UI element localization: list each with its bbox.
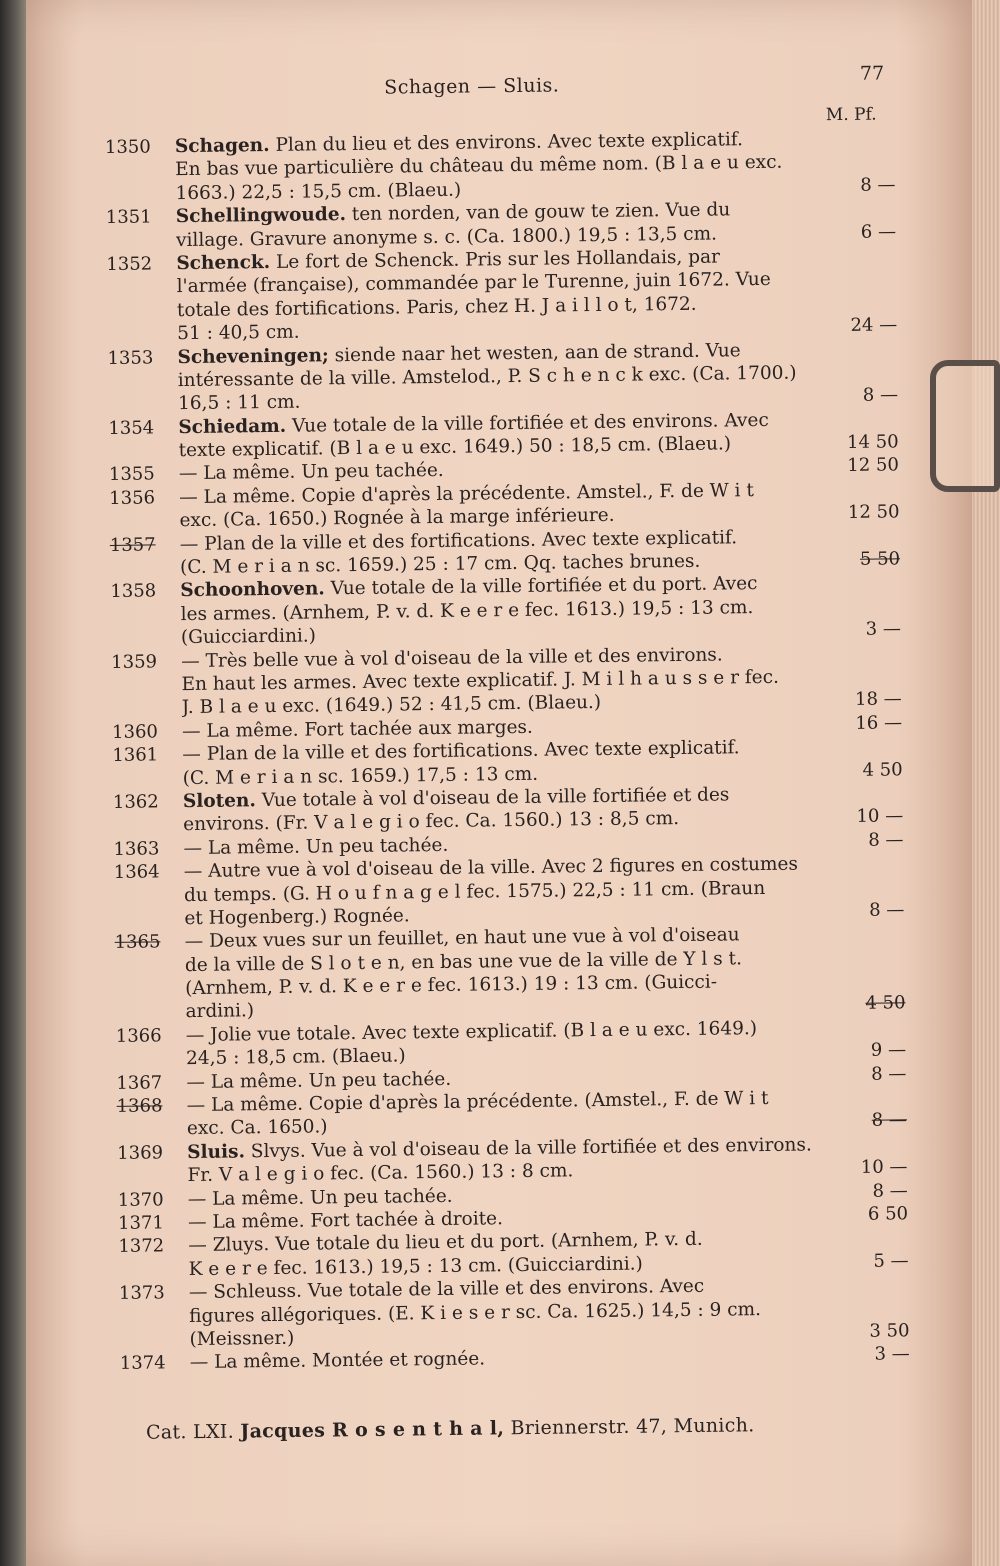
price: 3 — — [865, 618, 902, 640]
entry-number: 1367 — [116, 1071, 163, 1094]
description-text: Slvys. Vue à vol d'oiseau de la ville fortifiée et des environs. — [250, 1134, 812, 1163]
publisher-address: Briennerstr. 47, Munich. — [510, 1414, 755, 1440]
description-text: — La même. Un peu tachée. — [183, 834, 449, 859]
description-text: — La même. Un peu tachée. — [178, 460, 444, 485]
catalog-entry — [111, 641, 902, 721]
entry-number — [112, 713, 182, 714]
description-text: — La même. Fort tachée à droite. — [187, 1208, 504, 1234]
price — [807, 284, 897, 285]
description-text: environs. (Fr. V a l e g i o fec. Ca. 1560.) 13 : 8,5 cm. — [183, 808, 680, 836]
entry-number — [108, 409, 178, 410]
entry-number — [115, 971, 185, 972]
price — [807, 307, 897, 308]
description-text: — La même. Un peu tachée. — [186, 1068, 452, 1093]
entry-number: 1357 — [109, 534, 156, 556]
description-text: ardini.) — [185, 1000, 255, 1023]
price: 8 — — [871, 1062, 907, 1085]
catalog-number: Cat. LXI. — [145, 1420, 235, 1444]
page-edges — [972, 0, 1000, 1566]
entry-number: 1356 — [109, 487, 156, 509]
description-text: et Hogenberg.) Rognée. — [184, 905, 410, 929]
entry-number — [111, 620, 181, 621]
currency-heading: M. Pf. — [825, 104, 877, 126]
entry-number — [117, 1134, 187, 1135]
price: 8 — — [872, 1179, 908, 1202]
description-text: village. Gravure anonyme s. c. (Ca. 1800.) 19,5 : 13,5 cm. — [175, 223, 718, 251]
price — [811, 658, 901, 659]
entry-number — [108, 386, 178, 387]
price: 5 — — [873, 1250, 909, 1272]
price: 8 — — [862, 384, 899, 407]
place-name: Schellingwoude. — [175, 204, 347, 228]
entry-number: 1360 — [111, 721, 159, 743]
price: 8 — — [869, 899, 905, 921]
entry-number — [111, 643, 181, 644]
price — [815, 939, 905, 940]
entry-number — [118, 1181, 188, 1182]
description-text: intéressante de la ville. Amstelod., P. S c h e n c k exc. (Ca. 1700.) — [177, 362, 797, 392]
place-name: Schoonhoven. — [180, 578, 325, 602]
entry-number — [110, 573, 180, 574]
entry-number — [107, 292, 177, 293]
entry-number: 1372 — [118, 1235, 165, 1258]
description-text: 24,5 : 18,5 cm. (Blaeu.) — [185, 1045, 406, 1070]
description-text: ten norden, van de gouw te zien. Vue du — [351, 199, 731, 226]
price — [808, 377, 898, 378]
price — [808, 354, 898, 355]
entry-number — [106, 246, 176, 247]
description-text: les armes. (Arnhem, P. v. d. K e e r e fec. 1613.) 19,5 : 13 cm. — [180, 596, 754, 625]
price — [805, 143, 895, 144]
price — [818, 1243, 908, 1244]
entry-number: 1365 — [114, 931, 161, 954]
description-text: Vue totale à vol d'oiseau de la ville fortifiée et des — [261, 784, 730, 812]
entry-number: 1362 — [112, 791, 159, 813]
description-text: (C. M e r i a n sc. 1659.) 17,5 : 13 cm. — [182, 763, 539, 789]
entry-number: 1369 — [117, 1142, 164, 1164]
description-text: Plan du lieu et des environs. Avec texte explicatif. — [275, 129, 744, 156]
page-header — [104, 60, 894, 110]
price — [810, 588, 900, 589]
entry-number — [116, 1064, 186, 1065]
price — [810, 541, 900, 542]
price: 9 — — [870, 1039, 907, 1061]
description-text: — La même. Montée et rognée. — [189, 1348, 486, 1374]
price — [813, 798, 903, 799]
entry-number — [112, 690, 182, 691]
price — [805, 167, 895, 168]
description-text: exc. (Ca. 1650.) Rognée à la marge inférieure. — [179, 505, 615, 532]
price: 3 50 — [869, 1320, 910, 1342]
page-content — [104, 60, 910, 1375]
entry-number — [114, 924, 184, 925]
entry-number — [120, 1345, 190, 1346]
entry-number: 1364 — [113, 861, 160, 884]
place-name: Sluis. — [187, 1141, 246, 1163]
place-name: Schenck. — [176, 251, 271, 275]
price: 10 — — [860, 1156, 908, 1179]
description-text: — Autre vue à vol d'oiseau de la ville. Avec 2 figures en costumes — [183, 853, 799, 883]
price — [812, 751, 902, 752]
description-text: (C. M e r i a n sc. 1659.) 25 : 17 cm. Qq. taches brunes. — [179, 550, 701, 579]
description-text: — La même. Copie d'après la précédente. Amstel., F. de W i t — [179, 479, 754, 508]
entry-number — [116, 1018, 186, 1019]
place-name: Scheveningen; — [177, 344, 329, 368]
catalog-entry — [119, 1272, 910, 1352]
price: 8 — — [871, 1109, 908, 1132]
entry-number: 1374 — [119, 1352, 166, 1375]
entry-number: 1353 — [107, 346, 154, 369]
catalog-entry — [107, 337, 898, 417]
place-name: Schiedam. — [178, 415, 287, 438]
entry-number: 1361 — [112, 744, 159, 767]
price: 24 — — [850, 314, 898, 337]
description-text: — Deux vues sur un feuillet, en haut une vue à vol d'oiseau — [184, 924, 740, 953]
entry-number — [109, 456, 179, 457]
description-text: Vue totale de la ville fortifiée et du port. Avec — [330, 573, 758, 600]
description-text: 1663.) 22,5 : 15,5 cm. (Blaeu.) — [175, 179, 462, 204]
description-text: En bas vue particulière du château du même nom. (B l a e u exc. — [175, 152, 783, 181]
price — [819, 1313, 909, 1314]
description-text: — Schleuss. Vue totale de la ville et des environs. Avec — [188, 1275, 705, 1304]
price — [806, 214, 896, 215]
entry-number: 1373 — [118, 1282, 165, 1305]
description-text: (Guicciardini.) — [180, 625, 317, 649]
description-text: (Arnhem, P. v. d. K e e r e fec. 1613.) 19 : 13 cm. (Guicci- — [185, 971, 718, 1000]
entry-number — [107, 316, 177, 317]
book-binding — [0, 0, 26, 1566]
description-text: Vue totale de la ville fortifiée et des environs. Avec — [291, 409, 769, 437]
entry-number — [113, 784, 183, 785]
entry-number: 1366 — [115, 1025, 162, 1047]
price — [814, 892, 904, 893]
entry-number — [107, 339, 177, 340]
description-text: — Plan de la ville et des fortifications. Avec texte explicatif. — [179, 526, 738, 555]
price — [811, 611, 901, 612]
description-text: totale des fortifications. Paris, chez H. J a i l l o t, 1672. — [176, 293, 697, 321]
price — [817, 1102, 907, 1103]
price: 12 50 — [847, 501, 900, 524]
price — [806, 260, 896, 261]
price: 10 — — [856, 805, 904, 828]
entry-number — [115, 994, 185, 995]
entry-number — [105, 176, 175, 177]
catalog-entry — [115, 922, 906, 1025]
price: 4 50 — [862, 758, 903, 781]
description-text: de la ville de S l o t e n, en bas une vue de la ville de Y l s t. — [184, 947, 743, 976]
description-text: J. B l a e u exc. (1649.) 52 : 41,5 cm. (Blaeu.) — [181, 692, 602, 719]
description-text: — Plan de la ville et des fortifications. Avec texte explicatif. — [182, 737, 740, 766]
entry-number: 1358 — [110, 580, 157, 603]
price: 6 — — [860, 220, 897, 243]
price: 14 50 — [846, 431, 899, 454]
price: 5 50 — [859, 548, 901, 570]
entry-number: 1354 — [108, 417, 155, 439]
description-text: — Zluys. Vue totale du lieu et du port. (Arnhem, P. v. d. — [188, 1229, 703, 1257]
entry-number: 1351 — [105, 206, 152, 229]
page-number: 77 — [859, 62, 885, 85]
description-text: Fr. V a l e g i o fec. (Ca. 1560.) 13 : 8 cm. — [187, 1160, 574, 1187]
price — [809, 494, 899, 495]
place-name: Schagen. — [174, 134, 270, 158]
catalog-entry — [114, 851, 905, 931]
price: 12 50 — [847, 454, 900, 477]
entry-number — [114, 901, 184, 902]
description-text: K e e r e fec. 1613.) 19,5 : 13 cm. (Guicciardini.) — [188, 1253, 643, 1280]
entry-list — [105, 126, 910, 1375]
price — [812, 681, 902, 682]
description-text: figures allégoriques. (E. K i e s e r sc. Ca. 1625.) 14,5 : 9 cm. — [189, 1298, 762, 1327]
place-name: Sloten. — [182, 790, 257, 813]
entry-number — [106, 199, 176, 200]
price: 16 — — [855, 712, 903, 734]
price: 6 50 — [867, 1203, 909, 1225]
price — [816, 1032, 906, 1033]
description-text: — La même. Un peu tachée. — [187, 1185, 453, 1210]
price — [815, 962, 905, 963]
entry-number — [110, 526, 180, 527]
entry-number: 1363 — [113, 838, 160, 860]
description-text: exc. Ca. 1650.) — [186, 1116, 328, 1140]
catalog-entry — [105, 126, 896, 206]
description-text: Le fort de Schenck. Pris sur les Hollandais, par — [275, 246, 721, 273]
entry-number: 1371 — [117, 1212, 165, 1234]
entry-number: 1350 — [104, 136, 151, 158]
entry-number — [119, 1275, 189, 1276]
entry-number — [113, 830, 183, 831]
price: 8 — — [868, 829, 904, 851]
description-text: texte explicatif. (B l a e u exc. 1649.) 50 : 18,5 cm. (Blaeu.) — [178, 433, 732, 462]
entry-number: 1352 — [106, 253, 153, 275]
entry-number: 1359 — [111, 650, 158, 673]
entry-number: 1370 — [117, 1188, 164, 1211]
description-text: siende naar het westen, aan de strand. Vue — [334, 339, 741, 366]
entry-number — [119, 1322, 189, 1323]
description-text: du temps. (G. H o u f n a g e l fec. 1575.) 22,5 : 11 cm. (Braun — [183, 877, 766, 906]
entry-number: 1368 — [116, 1095, 163, 1117]
description-text: — Jolie vue totale. Avec texte explicatif. (B l a e u exc. 1649.) — [185, 1017, 758, 1046]
description-text: l'armée (française), commandée par le Turenne, juin 1672. Vue — [176, 269, 771, 298]
price — [815, 985, 905, 986]
entry-number: 1355 — [108, 463, 155, 486]
description-text: 51 : 40,5 cm. — [177, 321, 300, 345]
price — [808, 424, 898, 425]
price: 18 — — [854, 688, 902, 711]
price: 8 — — [860, 174, 896, 196]
description-text: — La même. Copie d'après la précédente. (Amstel., F. de W i t — [186, 1087, 769, 1117]
description-text: — Très belle vue à vol d'oiseau de la ville et des environs. — [181, 644, 723, 672]
catalog-entry — [106, 243, 897, 346]
price — [817, 1149, 907, 1150]
price: 3 — — [874, 1343, 910, 1365]
publisher-name: Jacques R o s e n t h a l, — [240, 1417, 505, 1443]
price — [819, 1289, 909, 1290]
description-text: — La même. Fort tachée aux marges. — [181, 716, 533, 742]
running-head: Schagen — Sluis. — [384, 74, 560, 99]
paper-clip — [930, 360, 1000, 492]
description-text: En haut les armes. Avec texte explicatif. J. M i l h a u s s e r fec. — [181, 666, 780, 696]
price: 4 50 — [865, 992, 906, 1015]
catalog-entry — [110, 571, 901, 651]
description-text: (Meissner.) — [189, 1327, 295, 1350]
price — [814, 868, 904, 869]
description-text: 16,5 : 11 cm. — [177, 391, 301, 415]
